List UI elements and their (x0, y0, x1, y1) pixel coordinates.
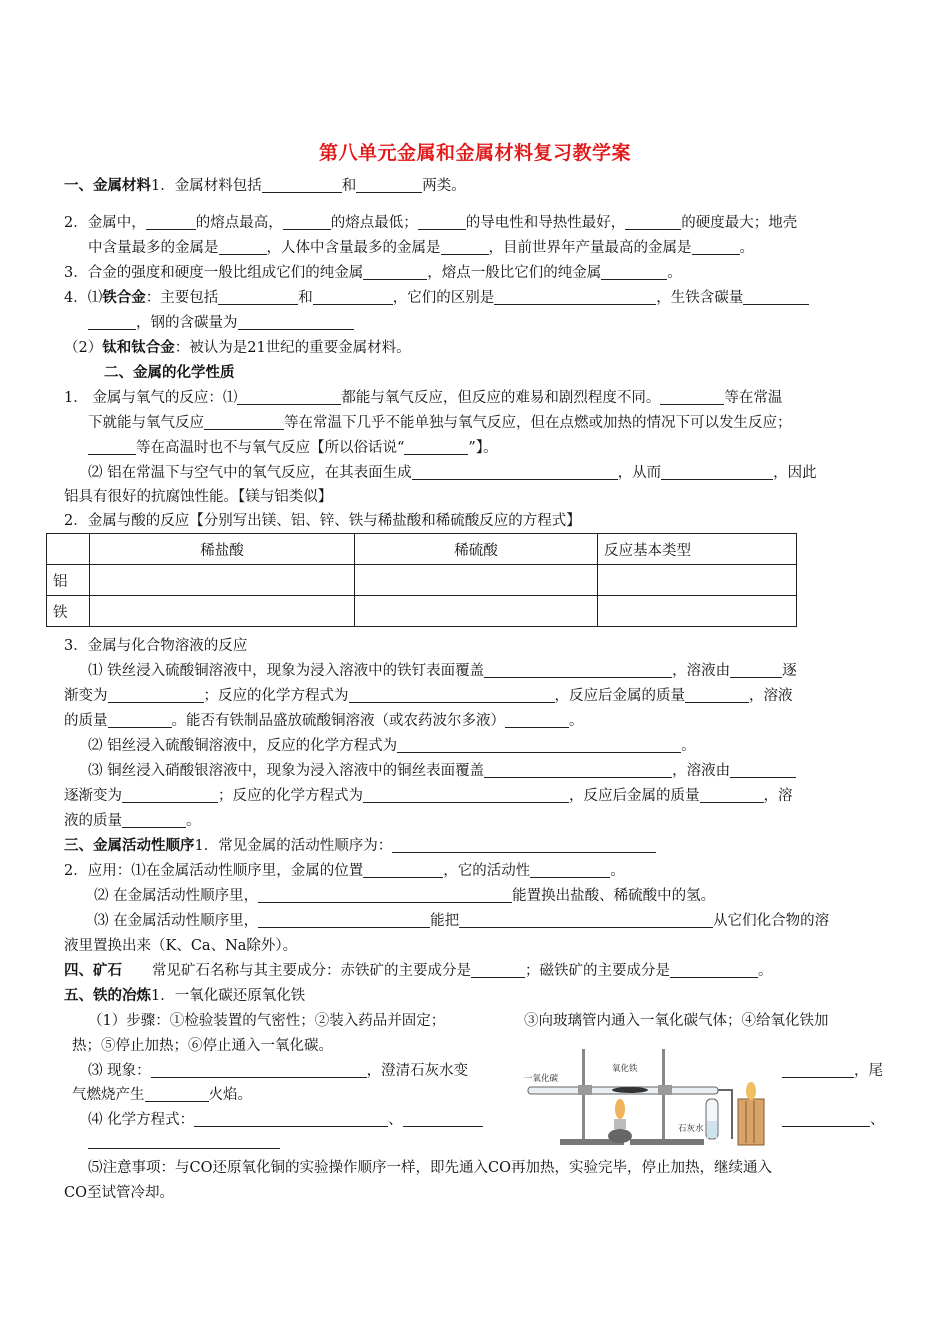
blank[interactable] (471, 962, 525, 978)
s2-line-7: 3．金属与化合物溶液的反应 (64, 638, 248, 654)
page-title: 第八单元金属和金属材料复习教学案 (318, 142, 631, 164)
s2-line-12 (88, 761, 796, 781)
s1-line-3 (88, 238, 754, 258)
text: ⑷ 化学方程式： (88, 1112, 195, 1128)
text: ”】。 (468, 440, 498, 456)
blank[interactable] (194, 1111, 388, 1127)
blank[interactable] (219, 239, 267, 255)
blank[interactable] (484, 662, 672, 678)
s3-heading: 三、金属活动性顺序 (64, 838, 195, 854)
blank[interactable] (397, 737, 681, 753)
blank[interactable] (108, 687, 204, 703)
blank[interactable] (660, 389, 724, 405)
acid-reaction-table (46, 533, 797, 627)
text: 能置换出盐酸、稀硫酸中的氢。 (512, 888, 716, 904)
answer-cell[interactable] (90, 596, 355, 627)
blank[interactable] (700, 787, 764, 803)
s5-line-5 (72, 1085, 252, 1105)
table-header-cell: 反应基本类型 (598, 534, 797, 565)
text: 的熔点最高， (195, 215, 283, 231)
text: 2．应用：⑴在金属活动性顺序里，金属的位置 (64, 863, 364, 879)
blank[interactable] (258, 912, 430, 928)
blank[interactable] (692, 239, 740, 255)
label-iron-oxide: 氧化铁 (612, 1064, 638, 1074)
text: ；反应的化学方程式为 (218, 788, 363, 804)
s5-line-6 (88, 1110, 483, 1130)
text: 渐变为 (64, 688, 108, 704)
text: ⑵ 铝丝浸入硫酸铜溶液中，反应的化学方程式为 (88, 738, 398, 754)
text: 。 (569, 713, 584, 729)
s3-line-4 (94, 911, 829, 931)
s2-line-2 (88, 413, 792, 433)
text: 下就能与氧气反应 (88, 415, 204, 431)
blank[interactable] (418, 214, 466, 230)
text: 气燃烧产生 (72, 1087, 145, 1103)
blank[interactable] (743, 289, 809, 305)
text: 1．金属材料包括 (151, 178, 262, 194)
text: 火焰。 (208, 1087, 252, 1103)
text: ，钢的含碳量为 (136, 315, 238, 331)
s5-line-2a: （1）步骤：①检验装置的气密性；②装入药品并固定； (88, 1013, 446, 1029)
text: ，澄清石灰水变 (366, 1063, 469, 1079)
answer-cell[interactable] (355, 565, 598, 596)
text: ，它的活动性 (443, 863, 531, 879)
table-header-row (47, 534, 797, 565)
s3-line-2 (64, 861, 625, 881)
text: ⑴ 铁丝浸入硫酸铜溶液中，现象为浸入溶液中的铁钉表面覆盖 (88, 663, 485, 679)
blank[interactable] (313, 289, 393, 305)
text: ，从而 (617, 465, 662, 481)
s2-line-14 (64, 811, 201, 831)
text: 从它们化合物的溶 (713, 913, 830, 929)
blank[interactable] (730, 662, 782, 678)
text: ：主要包括 (145, 290, 219, 306)
text: 3．合金的强度和硬度一般比组成它们的纯金属 (64, 265, 364, 281)
text: ⑵ 在金属活动性顺序里， (94, 888, 259, 904)
s3-line-3 (94, 886, 715, 906)
s1-line-1 (64, 176, 466, 196)
text: （2） (64, 340, 103, 356)
text: ，熔点一般比它们的纯金属 (427, 265, 602, 281)
s2-heading: 二、金属的化学性质 (104, 365, 235, 381)
text: 能把 (430, 913, 460, 929)
blank[interactable] (412, 464, 618, 480)
text: ，反应后金属的质量 (569, 788, 700, 804)
s5-line-4 (88, 1061, 468, 1081)
s2-line-10 (64, 711, 584, 731)
blank[interactable] (88, 314, 136, 330)
s2-line-11 (88, 736, 696, 756)
s3-line-5: 液里置换出来（K、Ca、Na除外）。 (64, 938, 298, 954)
blank[interactable] (685, 687, 749, 703)
blank[interactable] (151, 1062, 367, 1078)
term-titanium: 钛和钛合金 (102, 340, 175, 356)
s2-line-13 (64, 786, 793, 806)
text: 等在常温 (724, 390, 783, 406)
text: 1．常见金属的活动性顺序为： (194, 838, 393, 854)
text: 和 (298, 290, 313, 306)
blank[interactable] (484, 762, 672, 778)
blank[interactable] (258, 887, 512, 903)
text: 的质量 (64, 713, 108, 729)
blank[interactable] (403, 1111, 483, 1127)
text: ，因此 (773, 465, 817, 481)
text: ⑶ 在金属活动性顺序里， (94, 913, 259, 929)
text: 中含量最多的金属是 (88, 240, 219, 256)
s2-line-9 (64, 686, 793, 706)
s5-line-7: ⑸注意事项：与CO还原氧化铜的实验操作顺序一样，即先通入CO再加热，实验完毕，停止加热，继续通入 (88, 1160, 772, 1176)
s1-line-7 (64, 338, 411, 358)
text: ，反应后金属的质量 (554, 688, 685, 704)
s5-line-6-end (782, 1110, 885, 1130)
s2-line-1 (64, 388, 782, 408)
s5-line-2b: ③向玻璃管内通入一氧化碳气体；④给氧化铁加 (524, 1013, 829, 1029)
row-label: 铝 (47, 565, 90, 596)
blank[interactable] (601, 264, 667, 280)
s1-line-4 (64, 263, 682, 283)
answer-cell[interactable] (355, 596, 598, 627)
blank[interactable] (459, 912, 713, 928)
answer-cell[interactable] (90, 565, 355, 596)
s4-heading: 四、矿石 (64, 963, 122, 979)
blank[interactable] (122, 812, 186, 828)
text: ⑶ 现象： (88, 1063, 151, 1079)
text: ，溶液由 (672, 763, 731, 779)
blank[interactable] (349, 687, 555, 703)
text: 都能与氧气反应，但反应的难易和剧烈程度不同。 (341, 390, 661, 406)
table-row (47, 565, 797, 596)
blank[interactable] (122, 787, 218, 803)
blank[interactable] (262, 177, 342, 193)
text: 。 (739, 240, 754, 256)
text: 4．⑴ (64, 290, 103, 306)
blank[interactable] (494, 289, 656, 305)
co-reduction-apparatus-figure (520, 1043, 770, 1151)
blank[interactable] (218, 289, 298, 305)
s2-line-6: 2．金属与酸的反应【分别写出镁、铝、锌、铁与稀盐酸和稀硫酸反应的方程式】 (64, 513, 581, 529)
blank[interactable] (283, 214, 331, 230)
blank[interactable] (404, 439, 468, 455)
s5-line-4-end (782, 1061, 883, 1081)
text: 逐渐变为 (64, 788, 122, 804)
blank[interactable] (530, 862, 610, 878)
text: ，它们的区别是 (392, 290, 495, 306)
s2-line-4 (88, 463, 817, 483)
text: ⑶ 铜丝浸入硝酸银溶液中，现象为浸入溶液中的铜丝表面覆盖 (88, 763, 485, 779)
text: ，溶液由 (672, 663, 731, 679)
text: 。 (186, 813, 201, 829)
text: ；磁铁矿的主要成分是 (525, 963, 670, 979)
blank[interactable] (363, 862, 443, 878)
text: 液的质量 (64, 813, 122, 829)
s3-line-1 (64, 836, 656, 856)
s2-line-8 (88, 661, 797, 681)
s5-line-3: 热；⑤停止加热；⑥停止通入一氧化碳。 (72, 1038, 333, 1054)
text: 、 (388, 1112, 403, 1128)
table-header-cell: 稀盐酸 (90, 534, 355, 565)
s5-line-8: CO至试管冷却。 (64, 1185, 174, 1201)
blank[interactable] (441, 239, 489, 255)
text: 常见矿石名称与其主要成分：赤铁矿的主要成分是 (152, 963, 471, 979)
text: 2．金属中， (64, 215, 146, 231)
blank[interactable] (237, 389, 341, 405)
s5-line-1 (64, 986, 305, 1006)
blank[interactable] (625, 214, 681, 230)
answer-cell[interactable] (598, 596, 797, 627)
blank[interactable] (108, 712, 172, 728)
blank[interactable] (356, 177, 422, 193)
text: ，溶 (763, 788, 793, 804)
s1-heading: 一、金属材料 (64, 178, 151, 194)
text: 。能否有铁制品盛放硫酸铜溶液（或农药波尔多液） (171, 713, 505, 729)
label-lime-water: 石灰水 (678, 1124, 704, 1134)
s1-line-2 (64, 213, 797, 233)
text: ，生铁含碳量 (656, 290, 744, 306)
text: 的导电性和导热性最好， (465, 215, 626, 231)
text: 1．一氧化碳还原氧化铁 (151, 988, 306, 1004)
equation-blank[interactable] (88, 1134, 280, 1149)
blank[interactable] (782, 1062, 854, 1078)
blank[interactable] (505, 712, 569, 728)
s5-heading: 五、铁的冶炼 (64, 988, 151, 1004)
s1-line-5 (64, 288, 809, 308)
label-co: 一氧化碳 (524, 1074, 559, 1084)
s4-line-1 (64, 961, 773, 981)
text: 、 (870, 1112, 885, 1128)
blank[interactable] (238, 314, 354, 330)
text: 的硬度最大；地壳 (681, 215, 798, 231)
text: 逐 (782, 663, 797, 679)
text: 两类。 (422, 178, 466, 194)
blank[interactable] (392, 837, 656, 853)
blank[interactable] (782, 1111, 870, 1127)
text: ；反应的化学方程式为 (203, 688, 349, 704)
text: ，目前世界年产量最高的金属是 (488, 240, 692, 256)
blank[interactable] (730, 762, 796, 778)
blank[interactable] (363, 787, 569, 803)
text: ⑵ 铝在常温下与空气中的氧气反应，在其表面生成 (88, 465, 412, 481)
row-label: 铁 (47, 596, 90, 627)
text: 。 (610, 863, 625, 879)
s2-line-3 (88, 438, 498, 458)
text: 。 (681, 738, 696, 754)
text: 等在高温时也不与氧气反应【所以俗话说“ (136, 440, 405, 456)
text: ，人体中含量最多的金属是 (266, 240, 441, 256)
table-header-cell (47, 534, 90, 565)
text: 等在常温下几乎不能单独与氧气反应，但在点燃或加热的情况下可以发生反应； (284, 415, 792, 431)
blank[interactable] (661, 464, 773, 480)
text: ，溶液 (749, 688, 793, 704)
blank[interactable] (88, 439, 136, 455)
s2-line-5: 铝具有很好的抗腐蚀性能。【镁与铝类似】 (64, 489, 333, 505)
answer-cell[interactable] (598, 565, 797, 596)
s1-line-6 (88, 313, 354, 333)
text: 和 (341, 178, 357, 194)
blank[interactable] (363, 264, 427, 280)
blank[interactable] (670, 962, 758, 978)
text: 1． 金属与氧气的反应：⑴ (64, 390, 238, 406)
text: 。 (667, 265, 682, 281)
blank[interactable] (204, 414, 284, 430)
term-iron-alloy: 铁合金 (102, 290, 146, 306)
table-row (47, 596, 797, 627)
text: ：被认为是21世纪的重要金属材料。 (174, 340, 411, 356)
blank[interactable] (145, 1086, 209, 1102)
text: ，尾 (854, 1063, 883, 1079)
text: 。 (758, 963, 773, 979)
blank[interactable] (146, 214, 196, 230)
text: 的熔点最低； (330, 215, 418, 231)
table-header-cell: 稀硫酸 (355, 534, 598, 565)
